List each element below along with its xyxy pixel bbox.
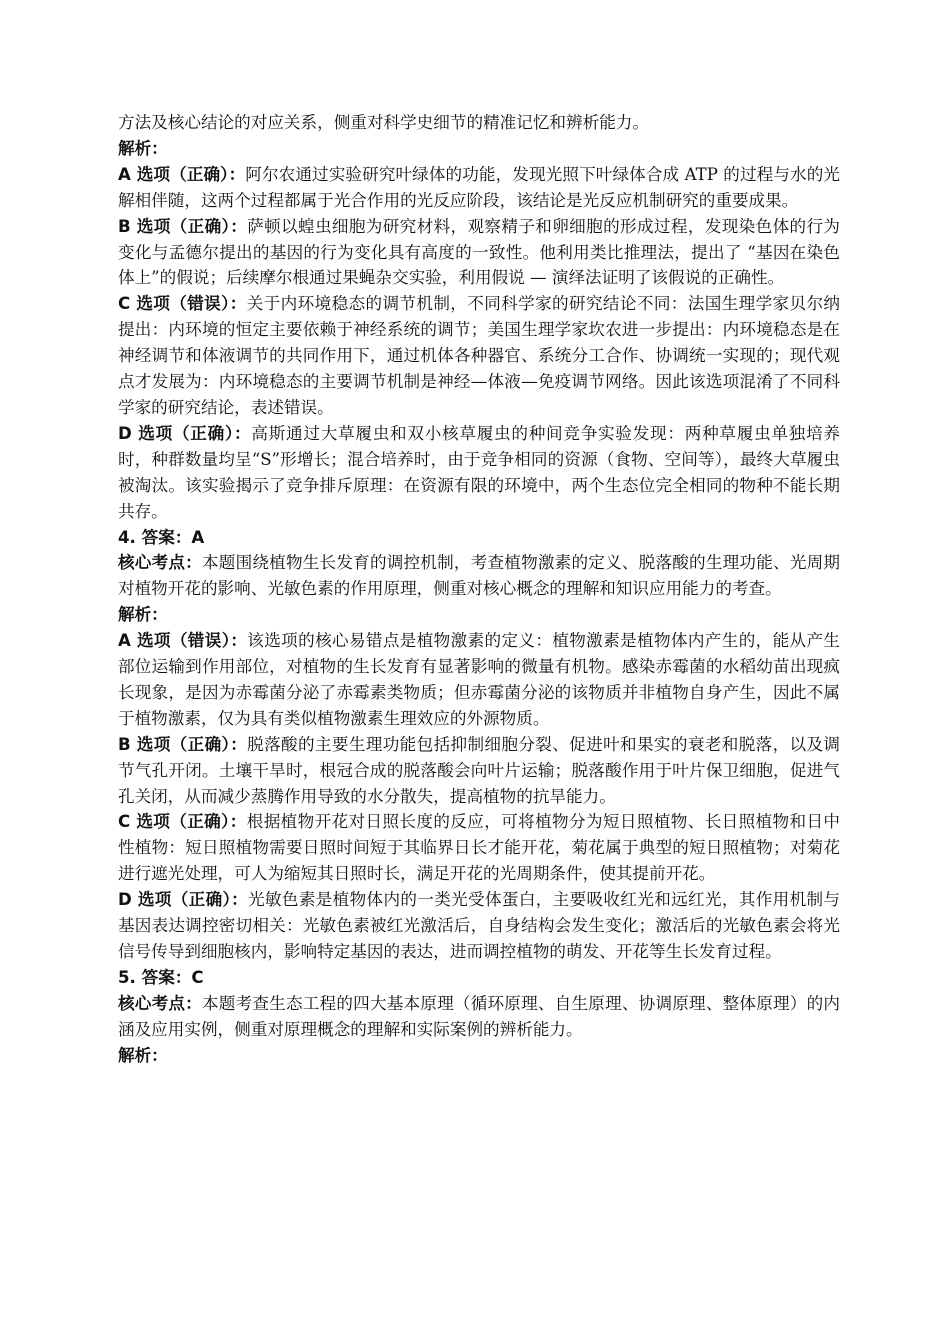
option-label: C 选项（错误） — [118, 294, 230, 314]
q4-analysis-label: 解析： — [118, 605, 168, 625]
option-sep: ： — [228, 164, 246, 184]
option-text: 根据植物开花对日照长度的反应，可将植物分为短日照植物、长日照植物和日中性植物：短日照植物需要日照时间短于其临界日长才能开花，菊花属于典型的短日照植物；对菊花进行遮光处理，可人为缩短其日照时长，满足开花的光周期条件，使其提前开花。 — [118, 812, 841, 884]
q4-option-d — [118, 887, 840, 965]
option-label: D 选项（正确） — [118, 423, 235, 443]
option-text: 该选项的核心易错点是植物激素的定义：植物激素是植物体内产生的，能从产生部位运输到作用部位，对植物的生长发育有显著影响的微量有机物。感染赤霉菌的水稻幼苗出现疯长现象，是因为赤霉菌分泌了赤霉素类物质；但赤霉菌分泌的该物质并非植物自身产生，因此不属于植物激素，仅为具有类似植物激素生理效应的外源物质。 — [118, 631, 841, 728]
option-sep: ： — [230, 734, 248, 754]
option-sep: ： — [230, 216, 248, 236]
core-label: 核心考点： — [118, 993, 202, 1013]
option-text: 脱落酸的主要生理功能包括抑制细胞分裂、促进叶和果实的衰老和脱落，以及调节气孔开闭。土壤干旱时，根冠合成的脱落酸会向叶片运输；脱落酸作用于叶片保卫细胞，促进气孔关闭，从而减少蒸腾作用导致的水分散失，提高植物的抗旱能力。 — [118, 734, 841, 806]
core-text: 本题围绕植物生长发育的调控机制，考查植物激素的定义、脱落酸的生理功能、光周期对植物开花的影响、光敏色素的作用原理，侧重对核心概念的理解和知识应用能力的考查。 — [118, 553, 841, 599]
option-text: 高斯通过大草履虫和双小核草履虫的种间竞争实验发现：两种草履虫单独培养时，种群数量均呈“S”形增长；混合培养时，由于竞争相同的资源（食物、空间等），最终大草履虫被淘汰。该实验揭示了竞争排斥原理：在资源有限的环境中，两个生态位完全相同的物种不能长期共存。 — [118, 423, 841, 521]
q4-option-b — [118, 732, 840, 810]
q4-answer: 4. 答案：A — [118, 527, 205, 547]
option-sep: ： — [234, 423, 252, 443]
q3-option-a — [118, 162, 840, 214]
option-label: C 选项（正确） — [118, 812, 230, 832]
option-label: A 选项（正确） — [118, 164, 229, 184]
option-label: A 选项（错误） — [118, 631, 231, 651]
option-sep: ： — [231, 890, 249, 910]
q3-option-b — [118, 214, 840, 292]
option-label: B 选项（正确） — [118, 734, 231, 754]
option-text: 阿尔农通过实验研究叶绿体的功能，发现光照下叶绿体合成 ATP 的过程与水的光解相伴随，这两个过程都属于光合作用的光反应阶段，该结论是光反应机制研究的重要成果。 — [118, 164, 841, 210]
q4-core-point — [118, 550, 840, 602]
option-label: B 选项（正确） — [118, 216, 231, 236]
q5-answer: 5. 答案：C — [118, 967, 204, 987]
option-text: 光敏色素是植物体内的一类光受体蛋白，主要吸收红光和远红光，其作用机制与基因表达调控密切相关：光敏色素被红光激活后，自身结构会发生变化；激活后的光敏色素会将光信号传导到细胞核内，影响特定基因的表达，进而调控植物的萌发、开花等生长发育过程。 — [118, 890, 841, 961]
q4-option-a — [118, 628, 840, 732]
option-sep: ： — [230, 631, 248, 651]
core-label: 核心考点： — [118, 553, 202, 573]
option-label: D 选项（正确） — [118, 890, 232, 910]
option-sep: ： — [229, 812, 247, 832]
core-text: 本题考查生态工程的四大基本原理（循环原理、自生原理、协调原理、整体原理）的内涵及应用实例，侧重对原理概念的理解和实际案例的辨析能力。 — [118, 993, 841, 1039]
intro-tail: 方法及核心结论的对应关系，侧重对科学史细节的精准记忆和辨析能力。 — [118, 113, 649, 132]
q5-analysis-label: 解析： — [118, 1045, 168, 1065]
q3-analysis-label: 解析： — [118, 138, 168, 158]
option-text: 萨顿以蝗虫细胞为研究材料，观察精子和卵细胞的形成过程，发现染色体的行为变化与孟德尔提出的基因的行为变化具有高度的一致性。他利用类比推理法，提出了 “基因在染色体上”的假说；后续摩尔根通过果蝇杂交实验，利用假说 — 演绎法证明了该假说的正确性。 — [118, 216, 841, 288]
q4-option-c — [118, 809, 840, 887]
q3-option-c — [118, 291, 840, 421]
q3-option-d — [118, 421, 840, 525]
q5-core-point — [118, 991, 840, 1043]
option-text: 关于内环境稳态的调节机制，不同科学家的研究结论不同：法国生理学家贝尔纳提出：内环境的恒定主要依赖于神经系统的调节；美国生理学家坎农进一步提出：内环境稳态是在神经调节和体液调节的共同作用下，通过机体各种器官、系统分工合作、协调统一实现的；现代观点才发展为：内环境稳态的主要调节机制是神经—体液—免疫调节网络。因此该选项混淆了不同科学家的研究结论，表述错误。 — [118, 294, 841, 417]
option-sep: ： — [229, 294, 247, 314]
